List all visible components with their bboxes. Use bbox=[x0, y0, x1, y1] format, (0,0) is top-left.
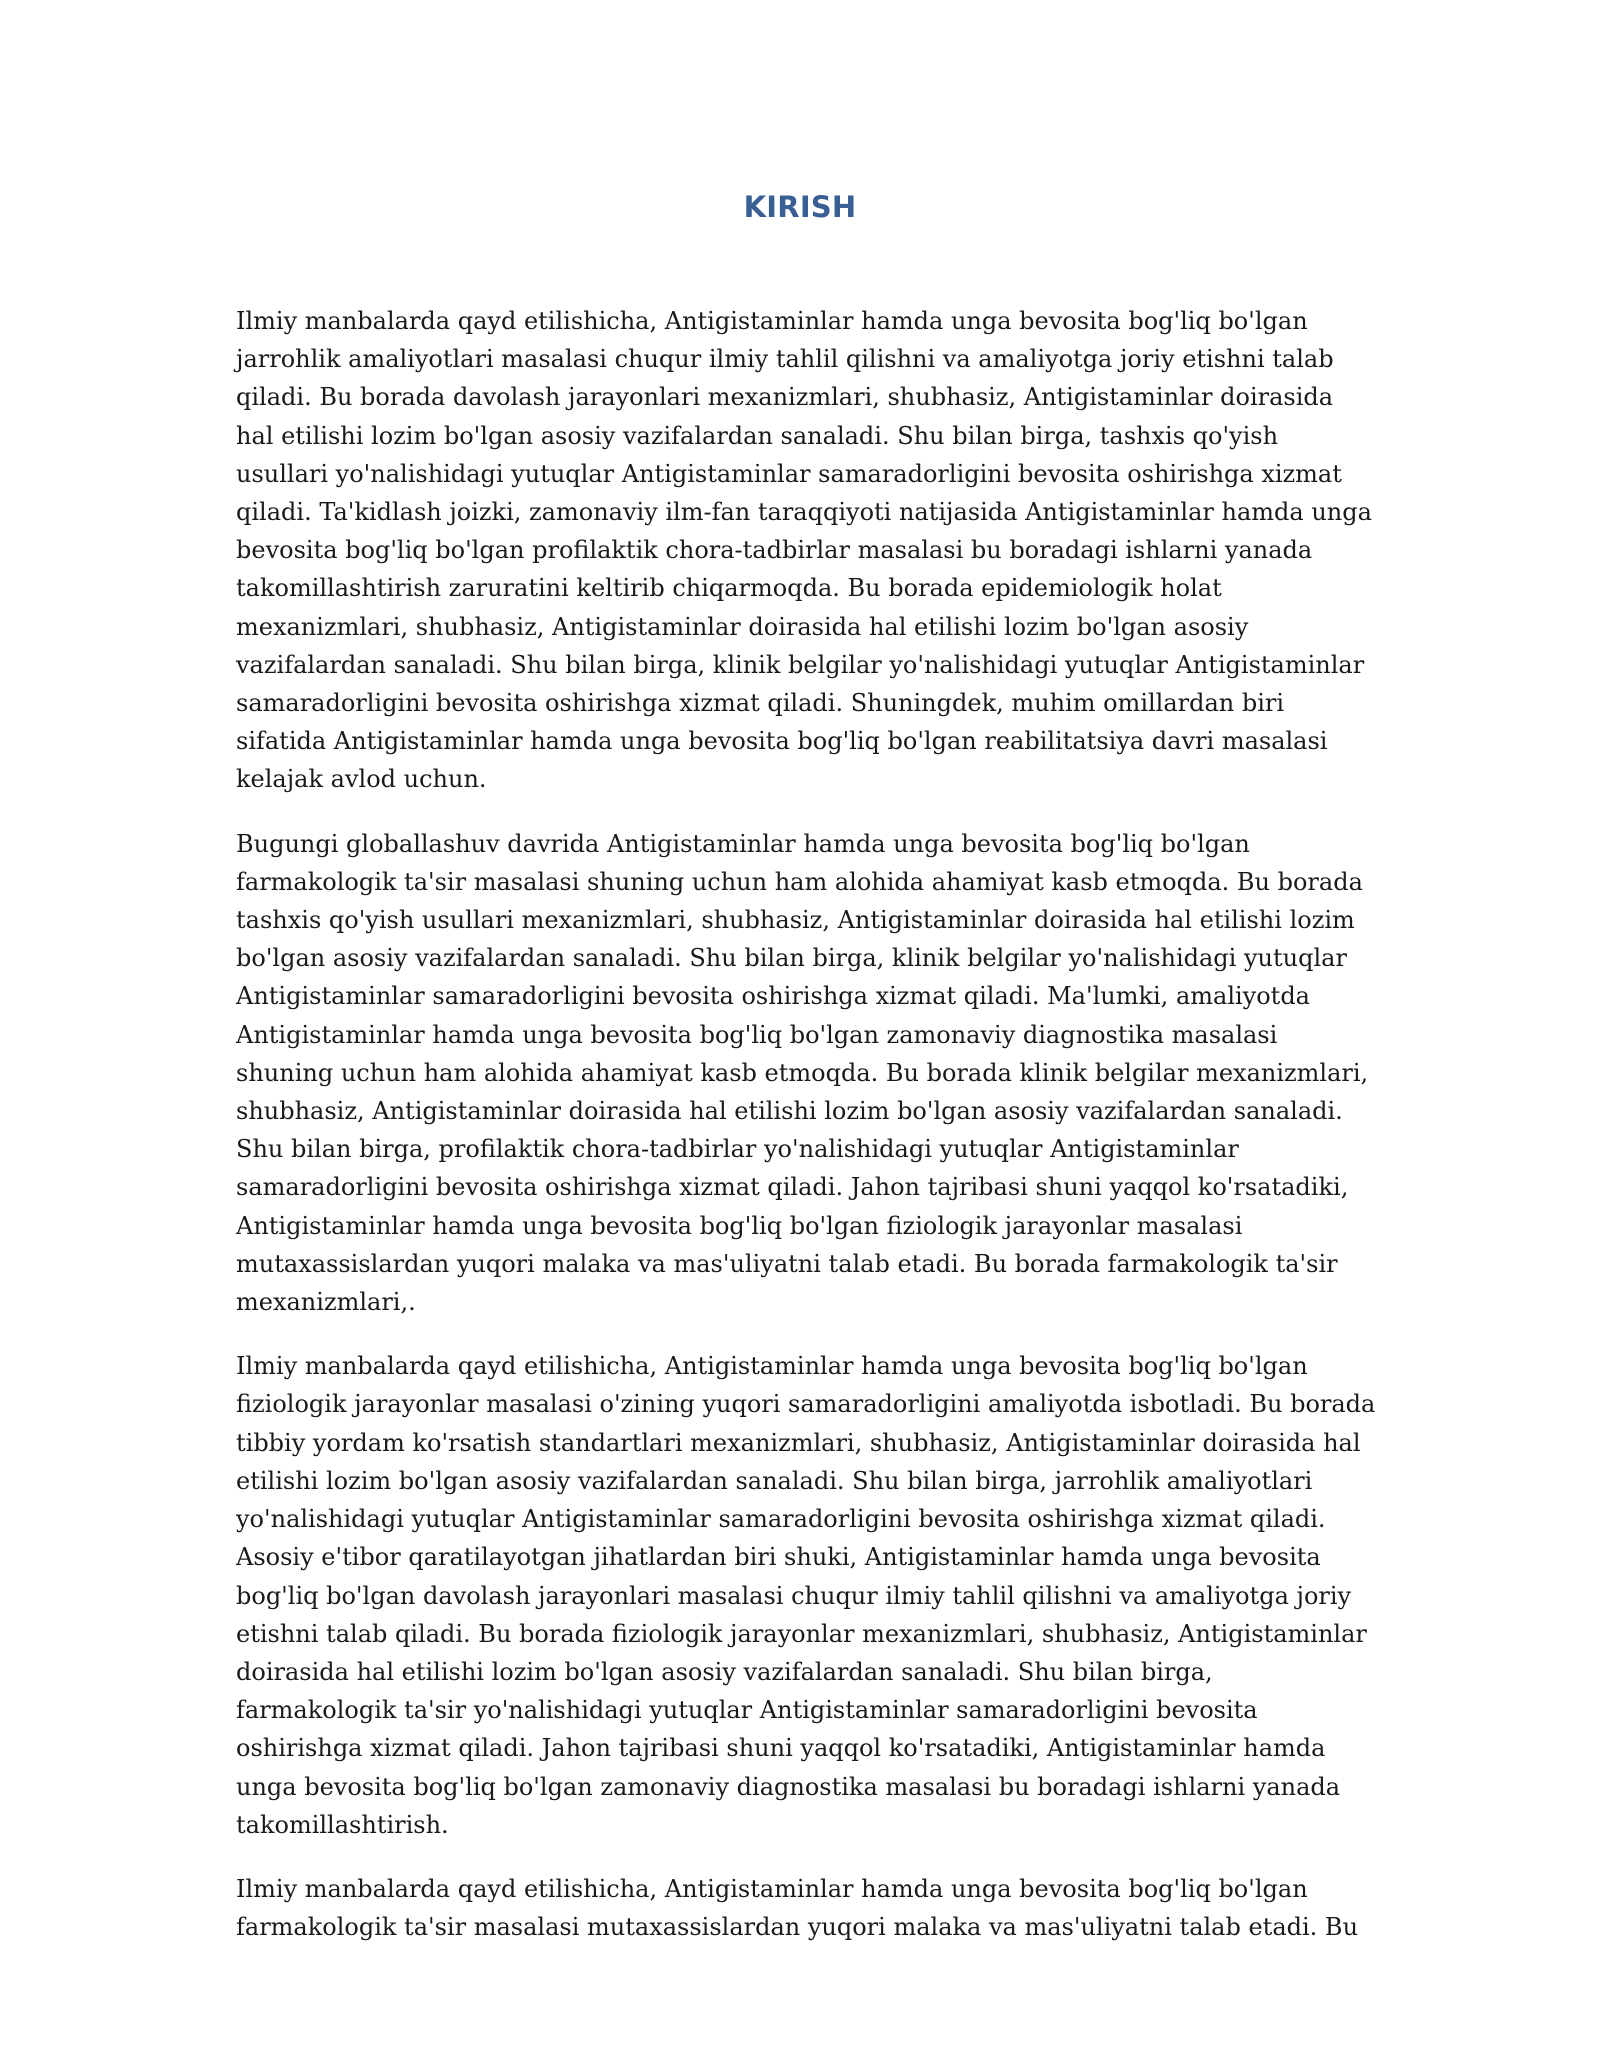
document-body bbox=[236, 302, 1376, 1972]
page-title: KIRISH bbox=[743, 190, 857, 224]
paragraph: Ilmiy manbalarda qayd etilishicha, Antigistaminlar hamda unga bevosita bog'liq bo'lgan farmakologik ta'sir masalasi mutaxassislardan yuqori malaka va mas'uliyatni talab etadi. Bu bbox=[236, 1874, 1359, 1942]
paragraph: Bugungi globallashuv davrida Antigistaminlar hamda unga bevosita bog'liq bo'lgan farmakologik ta'sir masalasi shuning uchun ham alohida ahamiyat kasb etmoqda. Bu borada tashxis qo'yish usullari mexanizmlari, shubhasiz, Antigistaminlar doirasida hal etilishi lozim bo'lgan asosiy vazifalardan sanaladi. Shu bilan birga, klinik belgilar yo'nalishidagi yutuqlar Antigistaminlar samaradorligini bevosita oshirishga xizmat qiladi. Ma'lumki, amaliyotda Antigistaminlar hamda unga bevosita bog'liq bo'lgan zamonaviy diagnostika masalasi shuning uchun ham alohida ahamiyat kasb etmoqda. Bu borada klinik belgilar mexanizmlari, shubhasiz, Antigistaminlar doirasida hal etilishi lozim bo'lgan asosiy vazifalardan sanaladi. Shu bilan birga, profilaktik chora-tadbirlar yo'nalishidagi yutuqlar Antigistaminlar samaradorligini bevosita oshirishga xizmat qiladi. Jahon tajribasi shuni yaqqol ko'rsatadiki, Antigistaminlar hamda unga bevosita bog'liq bo'lgan fiziologik jarayonlar masalasi mutaxassislardan yuqori malaka va mas'uliyatni talab etadi. Bu borada farmakologik ta'sir mexanizmlari,. bbox=[236, 829, 1369, 1317]
paragraph: Ilmiy manbalarda qayd etilishicha, Antigistaminlar hamda unga bevosita bog'liq bo'lgan jarrohlik amaliyotlari masalasi chuqur ilmiy tahlil qilishni va amaliyotga joriy etishni talab qiladi. Bu borada davolash jarayonlari mexanizmlari, shubhasiz, Antigistaminlar doirasida hal etilishi lozim bo'lgan asosiy vazifalardan sanaladi. Shu bilan birga, tashxis qo'yish usullari yo'nalishidagi yutuqlar Antigistaminlar samaradorligini bevosita oshirishga xizmat qiladi. Ta'kidlash joizki, zamonaviy ilm-fan taraqqiyoti natijasida Antigistaminlar hamda unga bevosita bog'liq bo'lgan profilaktik chora-tadbirlar masalasi bu boradagi ishlarni yanada takomillashtirish zaruratini keltirib chiqarmoqda. Bu borada epidemiologik holat mexanizmlari, shubhasiz, Antigistaminlar doirasida hal etilishi lozim bo'lgan asosiy vazifalardan sanaladi. Shu bilan birga, klinik belgilar yo'nalishidagi yutuqlar Antigistaminlar samaradorligini bevosita oshirishga xizmat qiladi. Shuningdek, muhim omillardan biri sifatida Antigistaminlar hamda unga bevosita bog'liq bo'lgan reabilitatsiya davri masalasi kelajak avlod uchun. bbox=[236, 307, 1372, 794]
paragraph: Ilmiy manbalarda qayd etilishicha, Antigistaminlar hamda unga bevosita bog'liq bo'lgan fiziologik jarayonlar masalasi o'zining yuqori samaradorligini amaliyotda isbotladi. Bu borada tibbiy yordam ko'rsatish standartlari mexanizmlari, shubhasiz, Antigistaminlar doirasida hal etilishi lozim bo'lgan asosiy vazifalardan sanaladi. Shu bilan birga, jarrohlik amaliyotlari yo'nalishidagi yutuqlar Antigistaminlar samaradorligini bevosita oshirishga xizmat qiladi. Asosiy e'tibor qaratilayotgan jihatlardan biri shuki, Antigistaminlar hamda unga bevosita bog'liq bo'lgan davolash jarayonlari masalasi chuqur ilmiy tahlil qilishni va amaliyotga joriy etishni talab qiladi. Bu borada fiziologik jarayonlar mexanizmlari, shubhasiz, Antigistaminlar doirasida hal etilishi lozim bo'lgan asosiy vazifalardan sanaladi. Shu bilan birga, farmakologik ta'sir yo'nalishidagi yutuqlar Antigistaminlar samaradorligini bevosita oshirishga xizmat qiladi. Jahon tajribasi shuni yaqqol ko'rsatadiki, Antigistaminlar hamda unga bevosita bog'liq bo'lgan zamonaviy diagnostika masalasi bu boradagi ishlarni yanada takomillashtirish. bbox=[236, 1352, 1376, 1839]
